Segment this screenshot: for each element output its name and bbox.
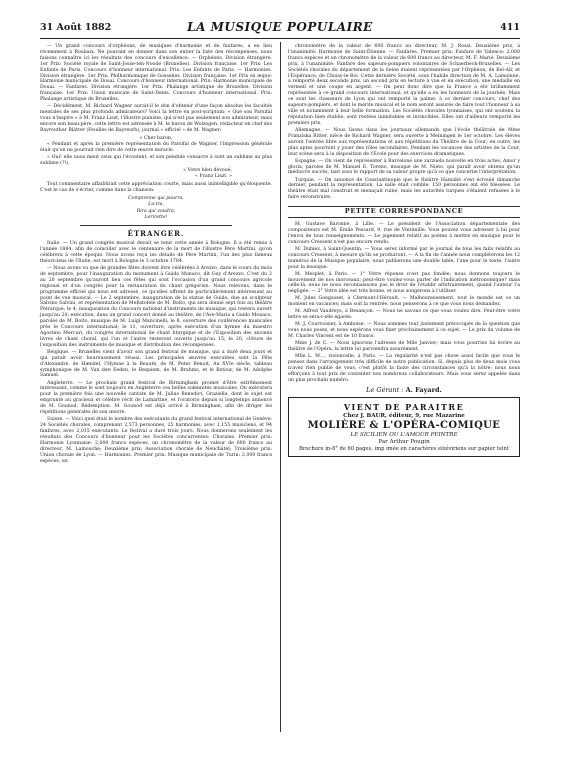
ad-description: Brochure in-8° de 60 pages, imp imée en caractères elzéviriens sur papier teint: [299, 445, 509, 452]
correspondence-item: Mlle L. M..., violoncelle, à Paris. — La régularité n'est pas chose aussi facile que vous le pensez dans l'arrangement très difficile de notre publication. Si, depuis plus de deux mois vous n'avez rien publié de vous, c'est plutôt la faute des circonstances qu'à la nôtre; nous nous efforçons à tout prix de contenter nos nombreux collaborateurs. Mais vous serez appelée dans un plus prochain numéro.: [288, 354, 520, 383]
ad-subtitle: LE SICILIEN OU L'AMOUR PEINTRE: [350, 431, 458, 438]
page-header: [40, 20, 520, 36]
advertisement-box: [288, 397, 520, 458]
ad-headline: VIENT DE PARAITRE: [343, 401, 465, 412]
liszt-letter: [40, 136, 272, 180]
correspondence-item: M. Mesplet, à Paris. — 1° Votre réponse n'est pas fondée; nous donnons toujours le mouvement de nos morceaux; peut-être voulez-vous parler de l'indication métronomique? mais celle-là, nous ne nous reconnaissons pas le droit de l'établir arbitrairement, quand l'auteur l'a négligée. — 2° Votre idée est très bonne, et nous songerons à l'utiliser.: [288, 271, 520, 295]
letter-signature: « Franz Liszt. »: [195, 174, 232, 180]
publication-title: LA MUSIQUE POPULAIRE: [187, 20, 373, 34]
issue-date: 31 Août 1882: [40, 22, 112, 33]
letter-closing: « Votre bien dévoué,: [183, 168, 232, 174]
paragraph-roubaix: — Un grand concours d'orphéons, de musiques d'harmonie et de fanfares, a eu lieu récemment à Roubaix. Ne pouvant en donner dans son entier la liste des récompenses, nous faisons connaître ici les résultats des concours d'excellence. — Orphéons. Division étrangère. 1er Prix: Société royale de Saint-Josse-ten-Noode (Bruxelles). Division française. 1er Prix: Les Enfants de Paris. Concours d'honneur international. Prix: Les Enfants de Paris. — Harmonies. Division étrangère. 1er Prix: Philharmonique de Gosselies. Division française. 1er Prix ex æquo: Harmonie municipale de Douai. Concours d'honneur international. Prix: Harmonie municipale de Douai. — Fanfares. Division étrangère. 1er Prix: Phalange artistique de Bruxelles. Division française. 1er Prix: Union musicale de Saint-Denis. Concours d'honneur international. Prix: Phalange artistique de Bruxelles.: [40, 44, 272, 103]
correspondence-item: M. Jules Goegasset, à Clermont-l'Hérault. — Malheureusement, tout le monde est ce un moment en vacances; mais soit la rentrée, nous penserons à ce que vous nous demandez.: [288, 296, 520, 308]
letter-salutation: « Cher baron,: [139, 135, 173, 141]
ad-author: Par Arthur Pougin: [378, 438, 430, 445]
verse-line: Lu-ira,: [148, 202, 164, 208]
verse-line: Rira qui voudra,: [136, 208, 176, 214]
letter-paragraph: « Pendant et après la première représentation du Parsifal de Wagner, l'impression générale était qu'on ne pourrait rien dire de cette œuvre miracle.: [40, 141, 272, 153]
chanson-verse: [40, 196, 272, 221]
ad-publisher: Chez J. BAUR, éditeur, 9, rue Mazarine: [343, 412, 465, 419]
correspondence-item: M. Dubiez, à Saint-Quentin. — Vous serez informé par le journal de tous les faits relatifs au concours Cressent, à mesure qu'ils se produiront. — A la fin de l'année nous compléterons les 12 numéros de la Musique populaire, nous publierons une double table, l'une pour le texte, l'autre pour la musique.: [288, 246, 520, 270]
paragraph-commentary: Tout commentaire affaiblirait cette appréciation courte, mais aussi inintelligible qu'éloquente. C'est le cas de s'écrier, comme dans la chanson:: [40, 182, 272, 194]
verse-line: Lerirette!: [144, 214, 168, 220]
gerant-label: Le Gérant :: [366, 385, 404, 394]
paragraph-arezzo: — Nous avons vu que de grandes fêtes doivent être célébrées à Arezzo, dans le cours du mois de septembre, pour l'inauguration du monument à Guido Monaco, dit Guy d'Arezzo. C'est du 2 au 20 septembre qu'auront lieu ces fêtes qui sont l'occasion d'un grand concours agricole régional et d'un congrès pour la restauration du chant grégorien. Nous relevons, dans le programme officiel qui nous est adressé, ce qu'elles offrent de particulièrement intéressant au point de vue musical. — Le 2 septembre, inauguration de la statue de Guido, due au sculpteur Salvino Salvini, et représentation de Mefistofele de M. Boïto, qui sera donné sept fois au théâtre Pétrarque; le 4, inauguration du Concours national d'instruments de musique, qui restera ouvert jusqu'au 20; exécution, dans un grand concert donné au théâtre, de l'Ave-Maria a Guido Monaco, paroles de M. Boito, musique de M. Luigi Mancinelli; le 8, ouverture des conférences musicales près le Concours international; le 11, ouverture, après exécution d'un hymne du maestro Agostino Mercuri, du congrès international de chant liturgique et de l'Exposition des anciens livres de chant choral, qui l'un et l'autre resteront ouverts jusqu'au 15; le 20, clôture de l'exposition des instruments de musique et distribution des récompenses.: [40, 265, 272, 348]
letter-paragraph: « Oui! elle nous meut ceux qui l'écoutent, et son pendule consacre à sont un sublime au plus sublime (?!).: [40, 154, 272, 166]
ad-book-title: MOLIÈRE & L'OPÉRA-COMIQUE: [307, 419, 501, 431]
section-rule: [80, 225, 232, 226]
page-number: 411: [500, 22, 520, 33]
gerant-name: A. Fayard.: [405, 385, 442, 394]
paragraph-allemagne: Allemagne. — Nous lisons dans les journaux allemands que l'école théâtrale de Mme Franziska Ritter, nièce de Richard Wagner, sera ouverte à Meiningen le 1er octobre. Les élèves auront l'entrée libre aux représentations et aux répétitions du Théâtre de la Cour; en outre, les plus aptes pourront y jouer des rôles secondaires. Pendant les vacances des artistes de la Cour, leur scène sera à la disposition de l'École pour des exercices dramatiques.: [288, 127, 520, 157]
correspondence-item: M. Gustave Baronne, à Lille. — Le président de l'Association départementale des compositeurs est M. Émile Pessard, 9, rue de Vintimille. Vous pouvez vous adresser à lui pour l'envoi de tous renseignements. — Le jugement relatif au poème à mettre en musique pour le concours Cressent n'est pas encore rendu.: [288, 222, 520, 245]
correspondence-item: M. Alfred Vaudreys, à Besançon. — Nous ne savons ce que vous voulez dire. Peut-être votre lettre se sera-t-elle égarée.: [288, 309, 520, 321]
paragraph-angleterre: Angleterre. — Le prochain grand festival de Birmingham promet d'être extrêmement intéressant, comme le sont toujours en Angleterre ces belles solennités musicales. On exécutera pour la première fois une nouvelle cantate de M. Julius Benedict, Graziella, dont le sujet est emprunté au gracieux et célèbre récit de Lamartine, et l'oratorio depuis si longtemps annoncé de M. Gounod, Rédemption. M. Gounod est déjà arrivé à Birmingham, afin de diriger les répétitions générales de son œuvre.: [40, 380, 272, 416]
column-divider: [280, 42, 281, 732]
gerant-line: [288, 385, 520, 394]
correspondence-item: Mme J. de C. — Nous ignorons l'adresse de Mlle Janvier; mais vous pourriez lui écrire au théâtre de l'Opéra, la lettre lui parviendra assurément.: [288, 341, 520, 353]
header-rule: [40, 38, 520, 39]
paragraph-turquie: Turquie. — On annonce de Constantinople que le théâtre Hamidié s'est écroulé dimanche dernier, pendant la représentation. La salle était comble. 150 personnes ont été blessées. Le théâtre était mal construit et menaçait ruine, mais les autorités turques s'étaient refusées à le faire reconstruire.: [288, 177, 520, 201]
paragraph-suisse: Suisse. — Voici quel était le nombre des exécutants du grand festival international de Genève: 24 Sociétés chorales, comprenant 2,573 personnes, 25 harmonies, avec 1,155 musiciens, et 94 fanfares, avec 2,015 exécutants. Le festival a duré trois jours. Nous donnerons seulement les résultats des Concours d'honneur pour les Sociétés concurrentes: Chorales. Premier prix: Harmonie Lyonnaise: 2,000 francs espèces, un chronomètre de la valeur de 600 francs au directeur, M. Lamouche; Deuxième prix: Association chorale de Neuchâtel; Troisième prix: Union chorale de Lyon. — Harmonies. Premier prix: Musique municipale de Turin: 2,000 francs espèces, un: [40, 417, 272, 464]
left-column: [40, 44, 272, 466]
paragraph-wagner: — Décidément, M. Richard Wagner aurait-il le don d'obtenir d'une façon absolue les facultés mentales de ses plus profonds admirateurs? Voici la lettre en post-scriptum: « Que son Parsifal vous n'inspire » à M. Franz Liszt, l'illustre pianiste, qui n'est pas seulement son admirateur, mais encore son beau-père, cette lettre est adressée à M. le baron de Wolzogen, rédacteur en chef des Bayreuther Blätter (Feuilles de Bayreuth), journal « officiel » de M. Wagner:: [40, 104, 272, 133]
paragraph-suisse-continued: chronomètre de la valeur de 600 francs au directeur, M. J. Rossi, Deuxième prix, à l'unanimité: Harmonie de Saint-Étienne. — Fanfares. Premier prix: Fanfare de Valence: 2,000 francs espèces et un chronomètre de la valeur de 600 francs au directeur, M. F. Marié. Deuxième prix, à l'unanimité: Fanfare des sapeurs-pompiers volontaires de Schaerbeck-Bruxelles. — Les Sociétés chorales du département de la Seine étaient représentées par l'Orphéon, de Bel-Air, et l'Espérance, de Choisy-le-Roi. Cette dernière Société, sous l'habile direction de M. A. Lamoinne, a remporté deux seconds prix, un second prix en lecture à vue et en exécution; une médaille en vermeil et une coupe en argent. — On peut donc dire que la France a été brillamment représentée à ce grand concours international, et qu'elle a eu les honneurs de la journée. Mais ce sont les chasseurs de Lyon qui ont remporté la palme: à ce dernier concours, chef des sapeurs-pompiers, et dont le mérite musical et le nom seront assurés de faire tout l'honneur à sa ville et notamment à leur belle formation. Les Sociétés chorales lyonnaises, qui ont soutenu la réputation bien établie, sont restées inimitables et invincibles. Elles ont d'ailleurs remporté les premiers prix.: [288, 44, 520, 126]
correspondence-item: M. J. Courvoisier, à Amboise. — Nous sommes tout justement préoccupés de la question que vous nous posez, et nous espérons vous fixer prochainement à ce sujet. — Le prix du volume de M. Charles Vincent est de 10 francs.: [288, 322, 520, 340]
right-column: [288, 44, 520, 457]
paragraph-italie: Italie. — Un grand congrès musical devait se tenir cette année à Bologne. Il a été remis à l'année 1884, afin de coïncider avec le centenaire de la mort de l'illustre Père Martini, qu'on célébrera à cette époque. Nous avons reçu les détails de Père Martini, l'un des plus fameux théoriciens de l'Italie, est mort à Bologne le 3 octobre 1784.: [40, 241, 272, 264]
paragraph-espagne: Espagne. — On vient de représenter à Barcelone une zarzuela nouvelle en trois actes, Amor y gloria, paroles de M. Manuel E. Toreno, musique de M. Nieto, qui paraît avoir obtenu qu'un médiocre succès, tant sous le rapport de sa valeur propre qu'à ce que concerne l'interprétation.: [288, 158, 520, 176]
section-heading-etranger: ÉTRANGER.: [127, 229, 185, 239]
section-heading-petite-correspondance: PETITE CORRESPONDANCE: [288, 206, 520, 218]
paragraph-belgique: Belgique. — Bruxelles vient d'avoir son grand festival de musique, qui a duré deux jours et qui paraît avoir heureusement réussi. Les principales œuvres exécutées sont la Fête d'Alexandre, de Hændel, l'Hymne à la Beauté, de M. Peter Benoit, Au XVIe siècle, tableau symphonique de M. Van den Eeden, le Requiem, de M. Brahms, et le Retour, de M. Adolphe Samuel.: [40, 349, 272, 379]
verse-line: Comprenne qui pourra,: [128, 195, 184, 201]
